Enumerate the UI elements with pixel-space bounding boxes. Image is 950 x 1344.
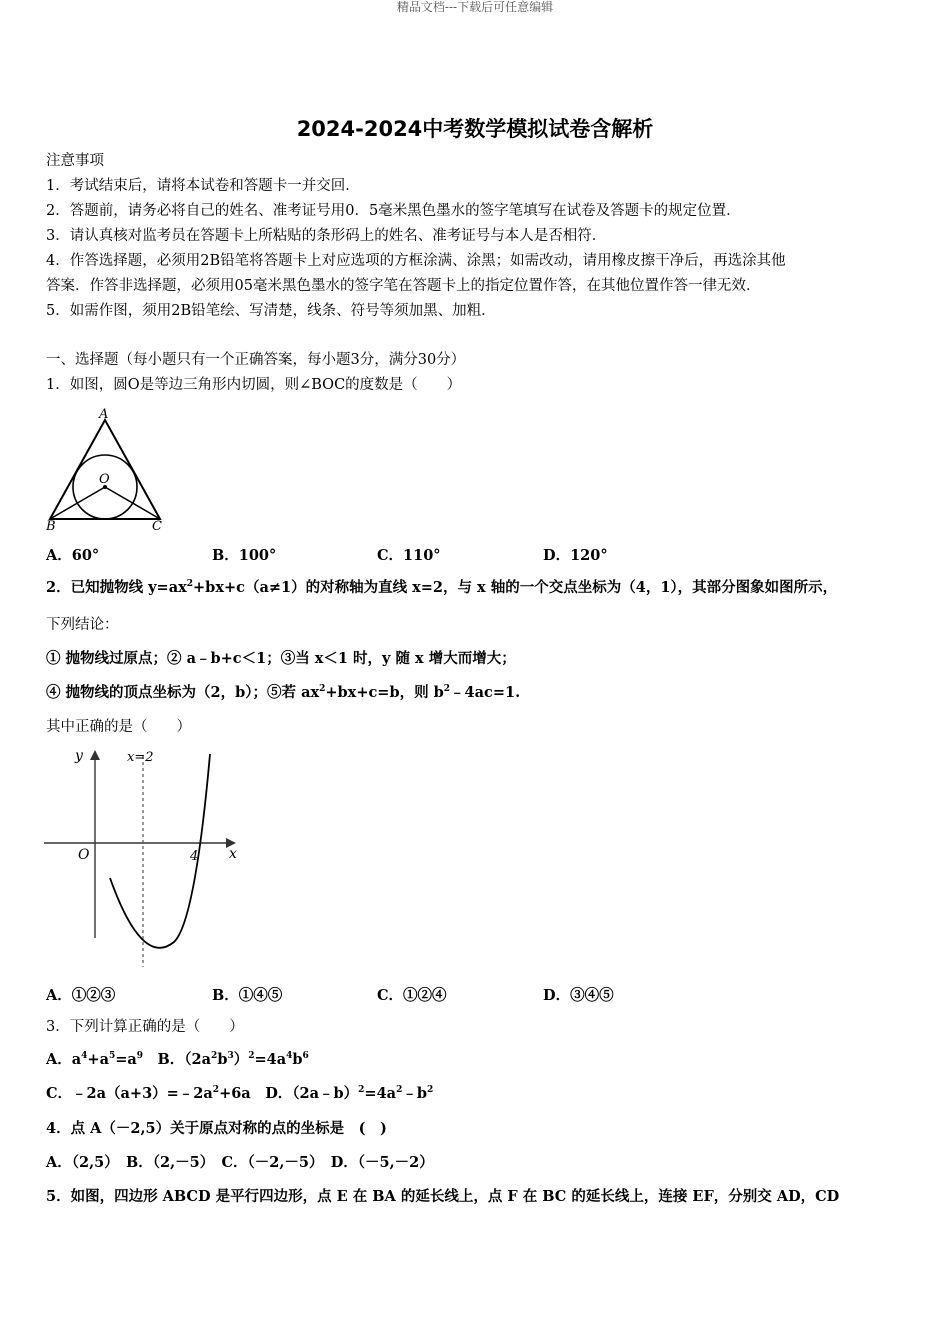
note-item: 2．答题前，请务必将自己的姓名、准考证号用0．5毫米黑色墨水的签字笔填写在试卷及答题卡的规定位置．	[46, 203, 741, 219]
q4-stem: 4．点 A（－2,5）关于原点对称的点的坐标是 ( )	[46, 1120, 387, 1137]
label-x: x	[229, 846, 237, 862]
note-item: 1．考试结束后，请将本试卷和答题卡一并交回．	[46, 178, 360, 194]
q1-choice-a: A．60°	[46, 547, 100, 564]
note-item: 3．请认真核对监考员在答题卡上所粘贴的条形码上的姓名、准考证号与本人是否相符．	[46, 228, 607, 244]
note-item: 5．如需作图，须用2B铅笔绘、写清楚，线条、符号等须加黑、加粗．	[46, 303, 496, 319]
q1-choice-c: C．110°	[377, 547, 441, 564]
q1-stem: 1．如图，圆O是等边三角形内切圆，则∠BOC的度数是（ ）	[46, 377, 462, 393]
label-x2: x=2	[127, 750, 154, 765]
q1-choice-d: D．120°	[543, 547, 608, 564]
notes-heading: 注意事项	[46, 153, 104, 169]
q2-line: 其中正确的是（ ）	[46, 719, 191, 735]
label-o: O	[78, 847, 90, 863]
note-item: 4．作答选择题，必须用2B铅笔将答题卡上对应选项的方框涂满、涂黑；如需改动，请用橡皮擦干净后，再选涂其他	[46, 253, 786, 269]
label-c: C	[152, 519, 162, 532]
section-heading: 一、选择题（每小题只有一个正确答案，每小题3分，满分30分）	[46, 352, 466, 368]
page-title: 2024-2024中考数学模拟试卷含解析	[296, 117, 654, 141]
q2-figure	[42, 742, 247, 972]
q2-line: 下列结论：	[46, 617, 119, 633]
q2-choice-d: D．③④⑤	[543, 987, 614, 1004]
q4-choices: A．（2,5） B．（2,－5） C．（－2,－5） D．（－5,－2）	[46, 1154, 434, 1171]
q2-choice-c: C．①②④	[377, 987, 447, 1004]
q3-choices-cd: C．$﹣2a(a+3)=﹣2a^2+6a$ D．$(2a﹣b)^2=4a^2﹣b^2$	[46, 1085, 434, 1102]
label-o: O	[99, 472, 110, 487]
q2-choice-b: B．①④⑤	[212, 987, 283, 1004]
q3-stem: 3．下列计算正确的是（ ）	[46, 1019, 244, 1035]
q1-figure	[42, 404, 172, 532]
q2-line: ① 抛物线过原点；② a﹣b+c＜1；③当 x＜1 时，y 随 x 增大而增大；	[46, 650, 516, 667]
q5-stem: 5．如图，四边形 ABCD 是平行四边形，点 E 在 BA 的延长线上，点 F 在 BC 的延长线上，连接 EF，分别交 AD，CD	[46, 1188, 840, 1205]
q1-choice-b: B．100°	[212, 547, 277, 564]
page-header: 精品文档---下载后可任意编辑	[396, 0, 554, 14]
label-b: B	[46, 519, 56, 532]
q2-stem: 2．已知抛物线 $y=ax^2+bx+c(a\ne 1)$的对称轴为直线 x=2，与 x 轴的一个交点坐标为（4，1），其部分图象如图所示，	[46, 579, 838, 596]
note-item: 答案．作答非选择题，必须用05毫米黑色墨水的签字笔在答题卡上的指定位置作答，在其他位置作答一律无效．	[46, 278, 761, 294]
q3-choices-ab: A．$a^4+a^5=a^9$ B．$(2a^2b^3)^2=4a^4b^6$	[46, 1051, 309, 1068]
label-y: y	[75, 748, 83, 764]
label-4: 4	[190, 849, 199, 864]
q2-choice-a: A．①②③	[46, 987, 116, 1004]
q2-line: ④ 抛物线的顶点坐标为（2，b）；⑤若 $ax^2+bx+c=b$，则 $b^2﹣4ac=1$.	[46, 684, 521, 701]
label-a: A	[99, 407, 109, 422]
